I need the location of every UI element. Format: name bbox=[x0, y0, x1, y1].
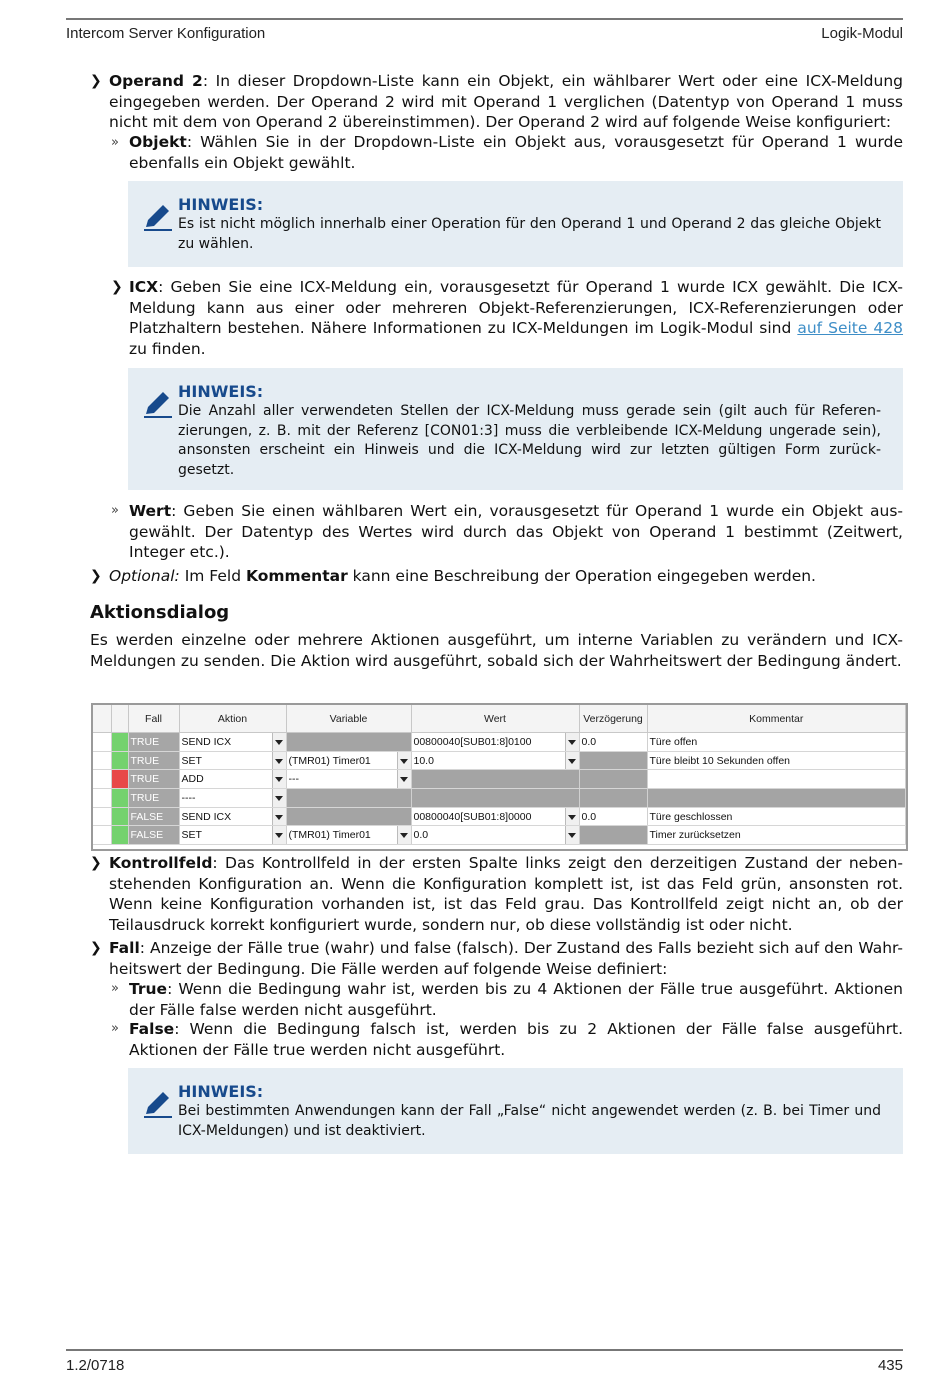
delay-cell bbox=[579, 770, 647, 789]
wert-dropdown[interactable]: 10.0 bbox=[411, 751, 579, 770]
footer-version: 1.2/0718 bbox=[66, 1357, 125, 1374]
delay-input[interactable]: 0.0 bbox=[579, 807, 647, 826]
row-selector[interactable] bbox=[93, 770, 111, 789]
status-cell bbox=[111, 733, 128, 752]
true-paragraph bbox=[129, 979, 903, 1020]
true-text: : Wenn die Bedingung wahr ist, werden bis zu 4 Aktionen der Fälle true ausgeführt. Aktionen der Fälle false werden nicht ausgeführt. bbox=[129, 980, 903, 1019]
status-cell bbox=[111, 826, 128, 845]
fall-cell: FALSE bbox=[128, 826, 179, 845]
note-2-text: Die Anzahl aller verwendeten Stellen der ICX-Meldung muss gerade sein (gilt auch für Referen-zierungen, z. B. mit der Referenz [CON01:3] muss die verbleibende ICX-Meldung ungerade sein), ansonsten erscheint ein Hinweis und die ICX-Meldung wird zur letzten gültigen Form zurück-gesetzt. bbox=[178, 403, 881, 478]
optional-paragraph bbox=[109, 566, 903, 587]
comment-input[interactable]: Timer zurücksetzen bbox=[647, 826, 906, 845]
table-row bbox=[93, 826, 906, 845]
note-1-text: Es ist nicht möglich innerhalb einer Operation für den Operand 1 und Operand 2 das gleiche Objekt zu wählen. bbox=[178, 216, 881, 252]
kontrollfeld-text: : Das Kontrollfeld in der ersten Spalte links zeigt den derzeitigen Zustand der neben-stehenden Konfiguration an. Wenn die Konfiguration komplett ist, ist das Feld grün, ansonsten rot. Wenn keine Konfiguration vorhanden ist, ist das Feld grau. Das Kontrollfeld zeigt nicht an, ob der Teilausdruck korrekt konfiguriert wurde, sondern nur, ob diese vollständig ist oder nicht. bbox=[109, 854, 903, 934]
status-cell bbox=[111, 789, 128, 808]
aktion-dropdown[interactable]: ---- bbox=[179, 789, 286, 808]
page-footer bbox=[66, 1349, 903, 1374]
aktion-dropdown[interactable]: SEND ICX bbox=[179, 807, 286, 826]
table-row bbox=[93, 807, 906, 826]
page-number: 435 bbox=[877, 1357, 903, 1374]
operand2-term: Operand 2 bbox=[109, 72, 203, 90]
comment-input[interactable]: Türe offen bbox=[647, 733, 906, 752]
note-3-text: Bei bestimmten Anwendungen kann der Fall „False“ nicht angewendet werden (z. B. bei Timer und ICX-Meldungen) und ist deaktiviert. bbox=[178, 1103, 881, 1139]
aktion-dropdown[interactable]: SET bbox=[179, 751, 286, 770]
optional-term: Kommentar bbox=[245, 567, 348, 585]
table-row bbox=[93, 770, 906, 789]
status-header bbox=[111, 705, 128, 733]
status-cell bbox=[111, 807, 128, 826]
chevron-right-icon: ❯ bbox=[90, 855, 102, 871]
objekt-term: Objekt bbox=[129, 133, 187, 151]
variable-dropdown[interactable]: --- bbox=[286, 770, 411, 789]
comment-input[interactable] bbox=[647, 770, 906, 789]
fall-term: Fall bbox=[109, 939, 140, 957]
section-heading: Aktionsdialog bbox=[90, 602, 230, 623]
icx-text: : Geben Sie eine ICX-Meldung ein, vorausgesetzt für Operand 1 wurde ICX gewählt. Die ICX-Meldung kann aus einer oder mehreren Objekt-Referenzierungen, ICX-Referenzierungen oder Platzhaltern bestehen. Nähere Informationen zu ICX-Meldungen im Logik-Modul sind bbox=[129, 278, 903, 337]
fall-cell: TRUE bbox=[128, 751, 179, 770]
row-selector[interactable] bbox=[93, 807, 111, 826]
wert-dropdown[interactable]: 00800040[SUB01:8]0000 bbox=[411, 807, 579, 826]
fall-paragraph bbox=[109, 938, 903, 979]
true-term: True bbox=[129, 980, 168, 998]
fall-cell: TRUE bbox=[128, 789, 179, 808]
status-cell bbox=[111, 770, 128, 789]
double-chevron-icon: » bbox=[111, 503, 119, 518]
comment-input[interactable]: Türe geschlossen bbox=[647, 807, 906, 826]
delay-input[interactable]: 0.0 bbox=[579, 733, 647, 752]
aktion-dropdown[interactable]: SEND ICX bbox=[179, 733, 286, 752]
note-2-title: HINWEIS: bbox=[178, 382, 264, 401]
wert-dropdown[interactable]: 00800040[SUB01:8]0100 bbox=[411, 733, 579, 752]
wert-cell bbox=[411, 789, 579, 808]
note-3-title: HINWEIS: bbox=[178, 1082, 264, 1101]
status-cell bbox=[111, 751, 128, 770]
icx-term: ICX bbox=[129, 278, 159, 296]
row-selector[interactable] bbox=[93, 789, 111, 808]
delay-cell bbox=[579, 751, 647, 770]
header-doc-title: Intercom Server Konfiguration bbox=[66, 25, 266, 42]
chevron-right-icon: ❯ bbox=[90, 568, 102, 584]
wert-text: : Geben Sie einen wählbaren Wert ein, vorausgesetzt für Operand 1 wurde ein Objekt aus-gewählt. Der Datentyp des Wertes wird durch das Objekt von Operand 1 bestimmt (Zeitwert, Integer etc.). bbox=[129, 502, 903, 561]
action-table bbox=[91, 703, 908, 851]
row-selector[interactable] bbox=[93, 826, 111, 845]
delay-cell bbox=[579, 826, 647, 845]
row-selector[interactable] bbox=[93, 751, 111, 770]
double-chevron-icon: » bbox=[111, 1021, 119, 1036]
variable-header[interactable]: Variable bbox=[286, 705, 411, 733]
wert-term: Wert bbox=[129, 502, 172, 520]
wert-cell bbox=[411, 770, 579, 789]
double-chevron-icon: » bbox=[111, 981, 119, 996]
variable-dropdown[interactable]: (TMR01) Timer01 bbox=[286, 826, 411, 845]
false-term: False bbox=[129, 1020, 175, 1038]
page-link[interactable]: auf Seite 428 bbox=[797, 319, 904, 337]
aktion-header[interactable]: Aktion bbox=[179, 705, 286, 733]
optional-prefix: Optional: bbox=[109, 567, 180, 585]
pencil-icon bbox=[142, 388, 174, 420]
delay-cell bbox=[579, 789, 647, 808]
fall-cell: FALSE bbox=[128, 807, 179, 826]
pencil-icon bbox=[142, 201, 174, 233]
optional-mid: Im Feld bbox=[179, 567, 246, 585]
comment-header[interactable]: Kommentar bbox=[647, 705, 906, 733]
kontrollfeld-paragraph bbox=[109, 853, 903, 935]
fall-text: : Anzeige der Fälle true (wahr) und false (falsch). Der Zustand des Falls bezieht sich auf den Wahr-heitswert der Bedingung. Die Fälle werden auf folgende Weise definiert: bbox=[109, 939, 903, 978]
chevron-right-icon: ❯ bbox=[90, 940, 102, 956]
pencil-icon bbox=[142, 1088, 174, 1120]
table-row bbox=[93, 751, 906, 770]
note-box-3 bbox=[128, 1068, 903, 1154]
operand2-paragraph bbox=[109, 71, 903, 133]
chevron-right-icon: ❯ bbox=[90, 73, 102, 89]
wert-header[interactable]: Wert bbox=[411, 705, 579, 733]
aktion-dropdown[interactable]: ADD bbox=[179, 770, 286, 789]
table-header-row bbox=[93, 705, 906, 733]
variable-cell bbox=[286, 789, 411, 808]
comment-input[interactable]: Türe bleibt 10 Sekunden offen bbox=[647, 751, 906, 770]
kontrollfeld-term: Kontrollfeld bbox=[109, 854, 213, 872]
fall-cell: TRUE bbox=[128, 733, 179, 752]
wert-paragraph bbox=[129, 501, 903, 563]
wert-dropdown[interactable]: 0.0 bbox=[411, 826, 579, 845]
icx-after: zu finden. bbox=[129, 339, 206, 358]
variable-dropdown[interactable]: (TMR01) Timer01 bbox=[286, 751, 411, 770]
false-paragraph bbox=[129, 1019, 903, 1060]
page-header bbox=[66, 18, 903, 42]
operand2-text: : In dieser Dropdown-Liste kann ein Objekt, ein wählbarer Wert oder eine ICX-Meldung eingegeben werden. Der Operand 2 wird mit Operand 1 verglichen (Datentyp von Operand 1 muss nicht mit dem von Operand 2 übereinstimmen). Der Operand 2 wird auf folgende Weise konfiguriert: bbox=[109, 72, 903, 131]
table-row bbox=[93, 789, 906, 808]
aktion-dropdown[interactable]: SET bbox=[179, 826, 286, 845]
icx-paragraph bbox=[129, 277, 903, 359]
note-1-title: HINWEIS: bbox=[178, 195, 264, 214]
comment-cell bbox=[647, 789, 906, 808]
delay-header[interactable]: Verzögerung bbox=[579, 705, 647, 733]
row-selector[interactable] bbox=[93, 733, 111, 752]
false-text: : Wenn die Bedingung falsch ist, werden bis zu 2 Aktionen der Fälle false ausgeführt. Aktionen der Fälle true werden nicht ausgeführt. bbox=[129, 1020, 903, 1059]
note-box-2 bbox=[128, 368, 903, 490]
chevron-right-icon: ❯ bbox=[111, 279, 123, 295]
header-chapter: Logik-Modul bbox=[821, 25, 903, 42]
section-intro: Es werden einzelne oder mehrere Aktionen ausgeführt, um interne Variablen zu verändern und ICX-Meldungen zu senden. Die Aktion wird ausgeführt, sobald sich der Wahrheitswert der Bedingung ändert. bbox=[90, 631, 903, 670]
row-header-cell bbox=[93, 705, 111, 733]
objekt-paragraph bbox=[129, 132, 903, 173]
double-chevron-icon: » bbox=[111, 135, 119, 150]
table-row bbox=[93, 733, 906, 752]
variable-cell bbox=[286, 807, 411, 826]
optional-text: kann eine Beschreibung der Operation eingegeben werden. bbox=[347, 567, 816, 585]
fall-header[interactable]: Fall bbox=[128, 705, 179, 733]
note-box-1 bbox=[128, 181, 903, 267]
objekt-text: : Wählen Sie in der Dropdown-Liste ein Objekt aus, vorausgesetzt für Operand 1 wurde ebenfalls ein Objekt gewählt. bbox=[129, 133, 903, 172]
variable-cell bbox=[286, 733, 411, 752]
fall-cell: TRUE bbox=[128, 770, 179, 789]
